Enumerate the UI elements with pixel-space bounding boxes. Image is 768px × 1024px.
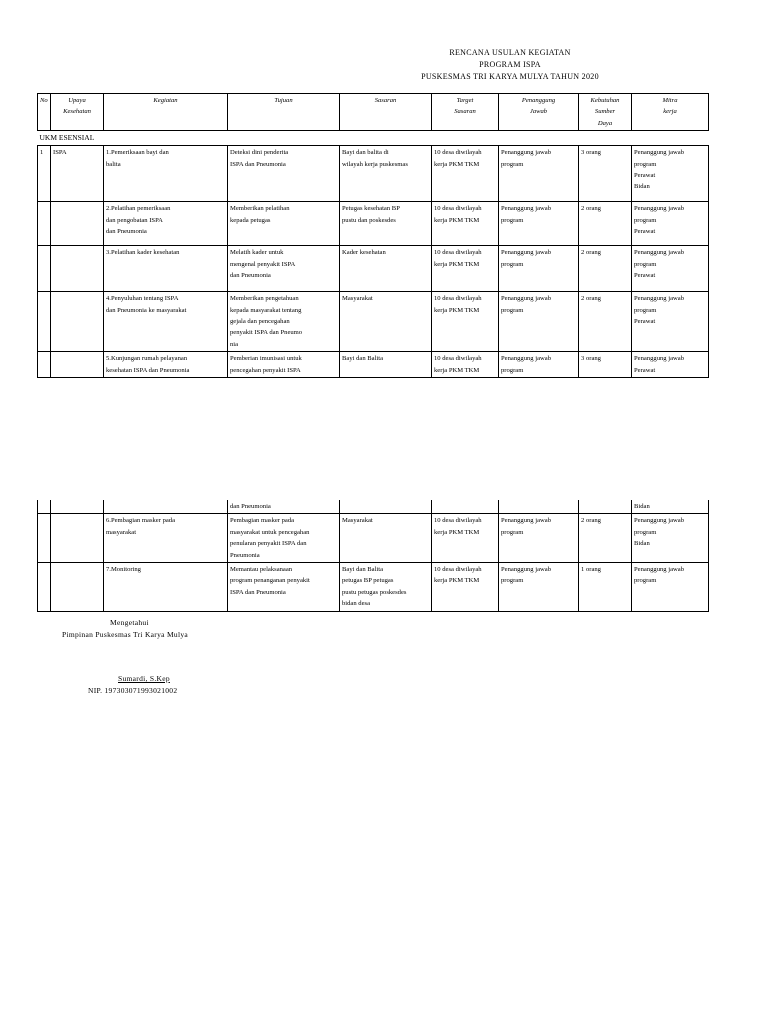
cell-kegiatan: 1.Pemeriksaan bayi dan balita — [104, 146, 228, 202]
cell-kegiatan: 6.Pembagian masker pada masyarakat — [104, 514, 228, 563]
cell-mitra: Penanggung jawab program Perawat — [632, 246, 709, 292]
cell-target: 10 desa diwilayah kerja PKM TKM — [432, 146, 499, 202]
cell-kebutuhan: 3 orang — [579, 146, 632, 202]
table-row — [38, 514, 709, 563]
title-line-2: PROGRAM ISPA — [479, 60, 541, 69]
cell-target: 10 desa diwilayah kerja PKM TKM — [432, 514, 499, 563]
cell-upaya — [51, 246, 104, 292]
cell-kegiatan: 7.Monitoring — [104, 563, 228, 612]
section-label: UKM ESENSIAL — [38, 131, 709, 146]
cell-pj: Penanggung jawab program — [499, 292, 579, 352]
title-line-1: RENCANA USULAN KEGIATAN — [449, 48, 571, 57]
cell-target: 10 desa diwilayah kerja PKM TKM — [432, 352, 499, 378]
cell-pj: Penanggung jawab program — [499, 146, 579, 202]
cell-kebutuhan: 2 orang — [579, 514, 632, 563]
table-row — [38, 352, 709, 378]
cell-mitra: Penanggung jawab program — [632, 563, 709, 612]
cell-mitra: Penanggung jawab Perawat — [632, 352, 709, 378]
cell-tujuan: Memberikan pelatihan kepada petugas — [228, 202, 340, 246]
cell-kegiatan: 5.Kunjungan rumah pelayanan kesehatan ISPA dan Pneumonia — [104, 352, 228, 378]
cell-mitra: Penanggung jawab program Perawat — [632, 292, 709, 352]
header-no: No — [38, 94, 51, 131]
cell-no — [38, 292, 51, 352]
signatory-nip: NIP. 197303071993021002 — [88, 686, 178, 695]
cell-sasaran: Masyarakat — [340, 514, 432, 563]
cell-tujuan: dan Pneumonia — [228, 500, 340, 514]
table-row — [38, 146, 709, 202]
table-row — [38, 246, 709, 292]
cell-kegiatan: 3.Pelatihan kader kesehatan — [104, 246, 228, 292]
cell-kebutuhan: 2 orang — [579, 246, 632, 292]
table-header-row — [38, 94, 709, 131]
cell-pj: Penanggung jawab program — [499, 514, 579, 563]
cell-upaya — [51, 352, 104, 378]
activity-table — [37, 93, 709, 378]
header-upaya: Upaya Kesehatan — [51, 94, 104, 131]
activity-table-continued — [37, 500, 709, 612]
cell-pj: Penanggung jawab program — [499, 202, 579, 246]
cell-target: 10 desa diwilayah kerja PKM TKM — [432, 246, 499, 292]
cell-upaya — [51, 292, 104, 352]
cell-kebutuhan: 3 orang — [579, 352, 632, 378]
cell-mitra: Penanggung jawab program Bidan — [632, 514, 709, 563]
header-mitra: Mitra kerja — [632, 94, 709, 131]
cell-no: 1 — [38, 146, 51, 202]
title-line-3: PUSKESMAS TRI KARYA MULYA TAHUN 2020 — [421, 72, 599, 81]
cell-sasaran: Petugas kesehatan BP pustu dan poskesdes — [340, 202, 432, 246]
cell-sasaran: Bayi dan Balita — [340, 352, 432, 378]
cell-pj: Penanggung jawab program — [499, 246, 579, 292]
cell-pj: Penanggung jawab program — [499, 563, 579, 612]
cell-upaya: ISPA — [51, 146, 104, 202]
header-target: Target Sasaran — [432, 94, 499, 131]
cell-kebutuhan: 2 orang — [579, 292, 632, 352]
cell-kebutuhan: 1 orang — [579, 563, 632, 612]
cell-mitra: Penanggung jawab program Perawat Bidan — [632, 146, 709, 202]
cell-no — [38, 246, 51, 292]
cell-kebutuhan: 2 orang — [579, 202, 632, 246]
footer-mengetahui: Mengetahui — [110, 618, 149, 627]
table-row — [38, 292, 709, 352]
header-kebutuhan: Kebutuhan Sumber Daya — [579, 94, 632, 131]
footer-pimpinan: Pimpinan Puskesmas Tri Karya Mulya — [62, 630, 189, 639]
table-row — [38, 563, 709, 612]
cell-tujuan: Pembagian masker pada masyarakat untuk pencegahan penularan penyakit ISPA dan Pneumonia — [228, 514, 340, 563]
header-kegiatan: Kegiatan — [104, 94, 228, 131]
cell-kegiatan: 4.Penyuluhan tentang ISPA dan Pneumonia ke masyarakat — [104, 292, 228, 352]
cell-target: 10 desa diwilayah kerja PKM TKM — [432, 563, 499, 612]
section-row — [38, 131, 709, 146]
cell-sasaran: Kader kesehatan — [340, 246, 432, 292]
header-sasaran: Sasaran — [340, 94, 432, 131]
cell-tujuan: Memantau pelaksanaan program penanganan penyakit ISPA dan Pneumonia — [228, 563, 340, 612]
cell-tujuan: Deteksi dini penderita ISPA dan Pneumonia — [228, 146, 340, 202]
header-tujuan: Tujuan — [228, 94, 340, 131]
cell-mitra: Bidan — [632, 500, 709, 514]
cell-pj: Penanggung jawab program — [499, 352, 579, 378]
cell-target: 10 desa diwilayah kerja PKM TKM — [432, 202, 499, 246]
cell-target: 10 desa diwilayah kerja PKM TKM — [432, 292, 499, 352]
signatory-name: Sumardi, S.Kep — [118, 674, 170, 683]
cell-sasaran: Bayi dan Balita petugas BP petugas pustu petugas poskesdes bidan desa — [340, 563, 432, 612]
cell-tujuan: Melatih kader untuk mengenal penyakit ISPA dan Pneumonia — [228, 246, 340, 292]
cell-tujuan: Pemberian imunisasi untuk pencegahan penyakit ISPA — [228, 352, 340, 378]
cell-sasaran: Bayi dan balita di wilayah kerja puskesmas — [340, 146, 432, 202]
cell-kegiatan: 2.Pelatihan pemeriksaan dan pengobatan ISPA dan Pneumonia — [104, 202, 228, 246]
cell-mitra: Penanggung jawab program Perawat — [632, 202, 709, 246]
cell-sasaran: Masyarakat — [340, 292, 432, 352]
table-row — [38, 202, 709, 246]
header-pj: Penanggung Jawab — [499, 94, 579, 131]
cell-tujuan: Memberikan pengetahuan kepada masyarakat tentang gejala dan pencegahan penyakit ISPA dan Pneumo nia — [228, 292, 340, 352]
document-title — [380, 47, 640, 83]
cell-upaya — [51, 202, 104, 246]
table-row — [38, 500, 709, 514]
cell-no — [38, 202, 51, 246]
cell-no — [38, 352, 51, 378]
